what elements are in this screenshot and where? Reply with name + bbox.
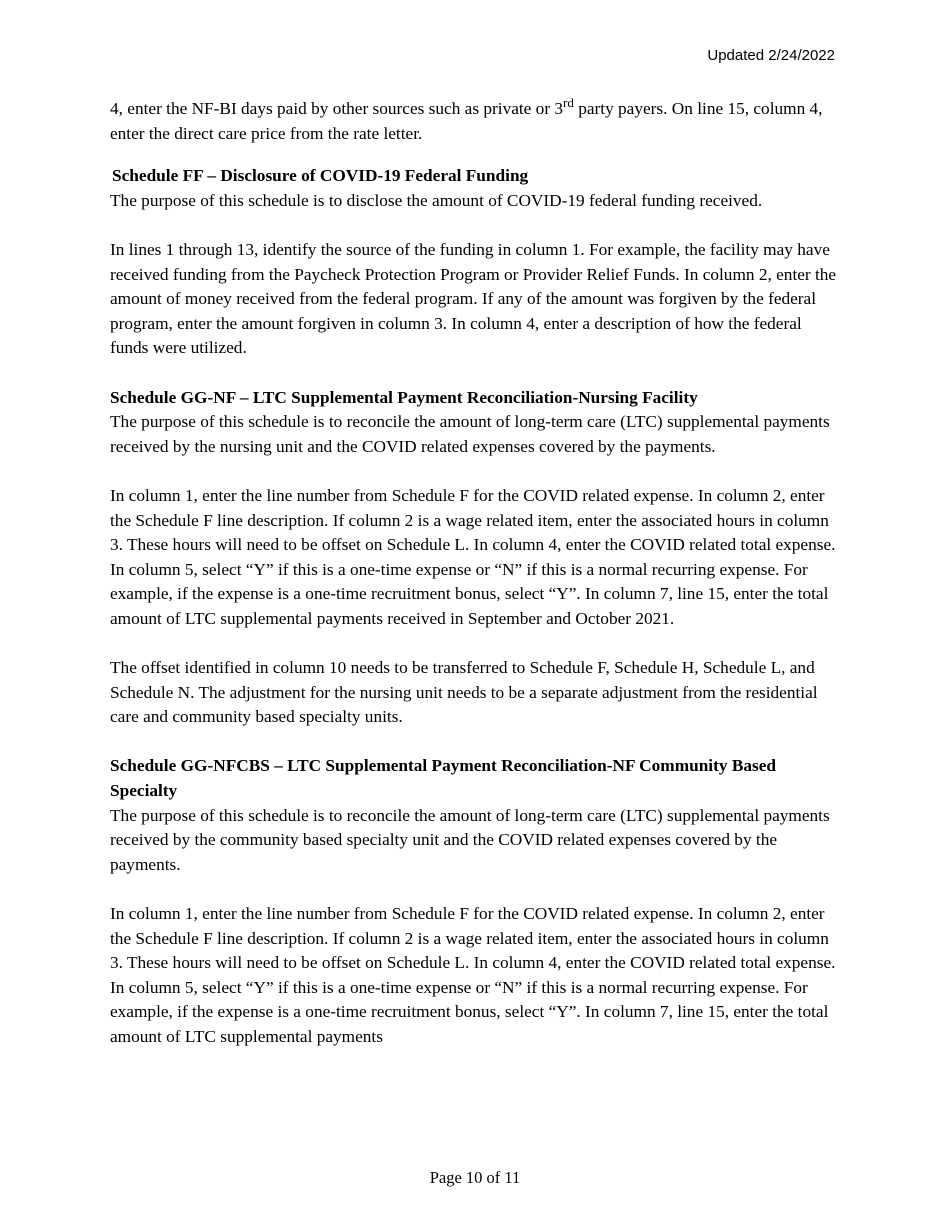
document-body (110, 94, 840, 1050)
intro-text-before: 4, enter the NF-BI days paid by other sources such as private or 3 (110, 99, 564, 118)
schedule-ggnf-heading: Schedule GG-NF – LTC Supplemental Payment Reconciliation-Nursing Facility (110, 387, 698, 407)
schedule-ggnf-instructions: In column 1, enter the line number from Schedule F for the COVID related expense. In column 2, enter the Schedule F line description. If column 2 is a wage related item, enter the associated hours in column 3. These hours will need to be offset on Schedule L. In column 4, enter the COVID related total expense. In column 5, select “Y” if this is a one-time expense or “N” if this is a normal recurring expense. For example, if the expense is a one-time recruitment bonus, select “Y”. In column 7, line 15, enter the total amount of LTC supplemental payments received in September and October 2021. (110, 485, 836, 628)
schedule-ff-heading: Schedule FF – Disclosure of COVID-19 Federal Funding (112, 166, 529, 186)
page-number: Page 10 of 11 (429, 1168, 521, 1187)
intro-superscript: rd (563, 94, 574, 110)
intro-paragraph (110, 94, 840, 146)
schedule-ff-instructions: In lines 1 through 13, identify the source of the funding in column 1. For example, the facility may have received funding from the Paycheck Protection Program or Provider Relief Funds. In column 2, enter the amount of money received from the federal program. If any of the amount was forgiven by the federal program, enter the amount forgiven in column 3. In column 4, enter a description of how the federal funds were utilized. (110, 239, 837, 358)
schedule-ggnfcbs-heading: Schedule GG-NFCBS – LTC Supplemental Payment Reconciliation-NF Community Based Specialty (110, 756, 777, 801)
schedule-ggnfcbs-instructions: In column 1, enter the line number from Schedule F for the COVID related expense. In column 2, enter the Schedule F line description. If column 2 is a wage related item, enter the associated hours in column 3. These hours will need to be offset on Schedule L. In column 4, enter the COVID related total expense. In column 5, select “Y” if this is a one-time expense or “N” if this is a normal recurring expense. For example, if the expense is a one-time recruitment bonus, select “Y”. In column 7, line 15, enter the total amount of LTC supplemental payments (110, 904, 836, 1046)
updated-date: Updated 2/24/2022 (707, 47, 835, 64)
schedule-ggnf-purpose: The purpose of this schedule is to reconcile the amount of long-term care (LTC) supplemental payments received by the nursing unit and the COVID related expenses covered by the payments. (110, 412, 830, 456)
schedule-ggnf-offset-note: The offset identified in column 10 needs to be transferred to Schedule F, Schedule H, Schedule L, and Schedule N. The adjustment for the nursing unit needs to be a separate adjustment from the residential care and community based specialty units. (110, 658, 818, 727)
intro-text-after: party payers. On line 15, column 4, enter the direct care price from the rate letter. (110, 99, 823, 143)
schedule-ff-purpose: The purpose of this schedule is to disclose the amount of COVID-19 federal funding received. (110, 190, 763, 210)
schedule-ggnfcbs-purpose: The purpose of this schedule is to reconcile the amount of long-term care (LTC) supplemental payments received by the community based specialty unit and the COVID related expenses covered by the payments. (110, 805, 830, 874)
